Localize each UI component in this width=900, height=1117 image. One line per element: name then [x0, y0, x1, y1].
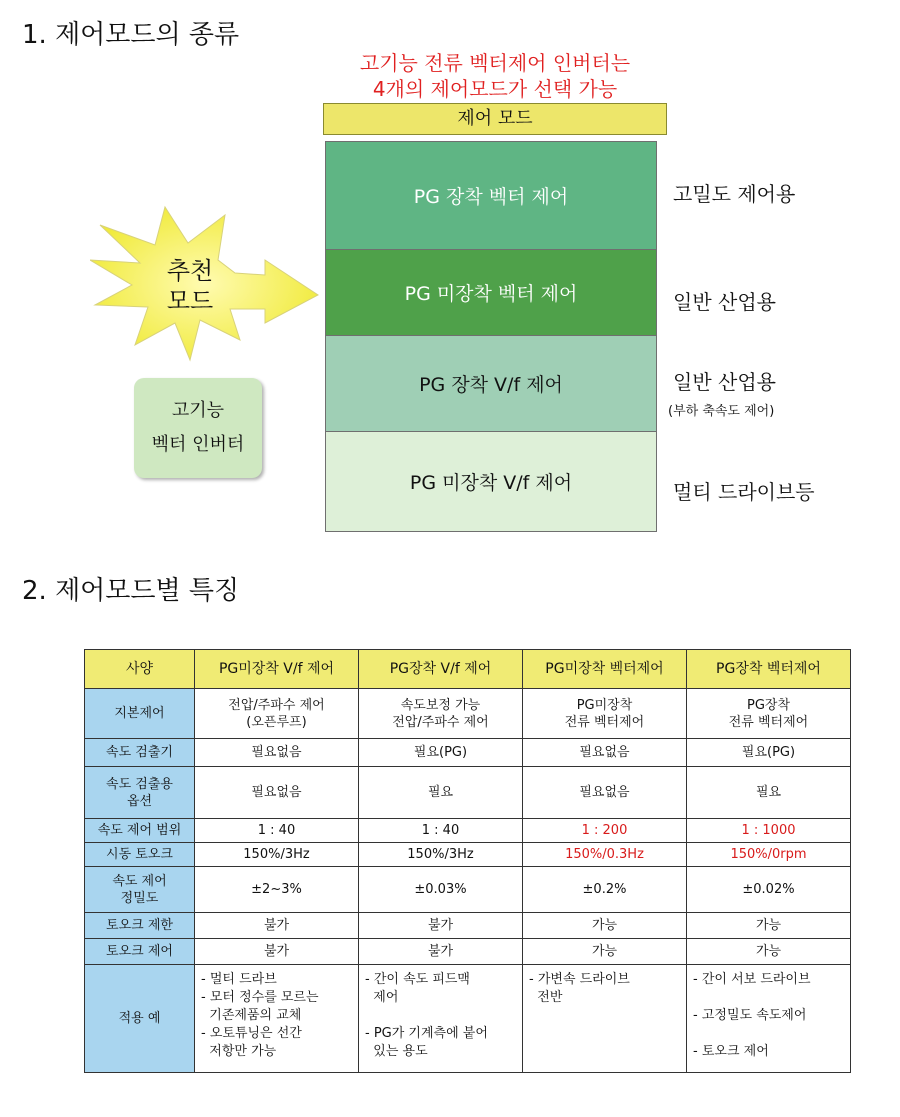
table-header-row	[85, 650, 851, 689]
mode-pg-vector: PG 장착 벡터 제어	[326, 142, 656, 250]
table-cell: 필요(PG)	[359, 739, 523, 767]
spec-table	[84, 649, 851, 1073]
table-row	[85, 843, 851, 867]
table-cell: 필요없음	[523, 739, 687, 767]
table-cell: 필요(PG)	[687, 739, 851, 767]
table-cell: - 간이 속도 피드맥 제어 - PG가 기계측에 붙어 있는 용도	[359, 965, 523, 1073]
table-cell-highlight: 1 : 1000	[687, 819, 851, 843]
recommend-label	[150, 256, 230, 316]
mode-use-3-sub: (부하 축속도 제어)	[668, 404, 775, 419]
table-cell: 불가	[195, 939, 359, 965]
recommend-line-2: 모드	[166, 287, 214, 315]
row-label: 속도 제어 정밀도	[85, 867, 195, 913]
table-cell: 필요	[687, 767, 851, 819]
table-cell: 1 : 40	[359, 819, 523, 843]
table-header-cell: PG미장착 벡터제어	[523, 650, 687, 689]
mode-nopg-vector: PG 미장착 벡터 제어	[326, 250, 656, 336]
section2-title: 2. 제어모드별 특징	[22, 576, 240, 606]
inverter-line-1: 고기능	[171, 400, 225, 421]
table-cell: 필요없음	[523, 767, 687, 819]
table-cell: - 간이 서보 드라이브 - 고정밀도 속도제어 - 토오크 제어	[687, 965, 851, 1073]
table-cell: 가능	[687, 939, 851, 965]
mode-use-2: 일반 산업용	[673, 290, 776, 314]
table-cell: 가능	[523, 913, 687, 939]
table-cell-highlight: 1 : 200	[523, 819, 687, 843]
mode-use-3: 일반 산업용	[673, 370, 776, 394]
table-cell: PG장착 전류 벡터제어	[687, 689, 851, 739]
table-cell: 150%/3Hz	[195, 843, 359, 867]
table-cell: 불가	[359, 939, 523, 965]
mode-nopg-vf: PG 미장착 V/f 제어	[326, 432, 656, 531]
inverter-box	[134, 378, 262, 478]
mode-use-4: 멀티 드라이브등	[673, 480, 815, 504]
inverter-line-2: 벡터 인버터	[151, 434, 245, 455]
table-cell: 필요없음	[195, 739, 359, 767]
table-header-cell: 사양	[85, 650, 195, 689]
recommend-line-1: 추천	[166, 257, 214, 285]
table-cell: 불가	[195, 913, 359, 939]
row-label: 속도 제어 범위	[85, 819, 195, 843]
table-cell: 필요	[359, 767, 523, 819]
table-cell: 150%/3Hz	[359, 843, 523, 867]
table-header-cell: PG미장착 V/f 제어	[195, 650, 359, 689]
table-row	[85, 739, 851, 767]
row-label: 속도 검출용 옵션	[85, 767, 195, 819]
table-row	[85, 913, 851, 939]
table-row	[85, 767, 851, 819]
row-label: 지본제어	[85, 689, 195, 739]
table-cell: ±0.03%	[359, 867, 523, 913]
table-cell: ±2~3%	[195, 867, 359, 913]
table-cell: ±0.02%	[687, 867, 851, 913]
table-cell: - 멀티 드라브 - 모터 정수를 모르는 기존제품의 교체 - 오토튜닝은 선간 저항만 가능	[195, 965, 359, 1073]
row-label: 토오크 제한	[85, 913, 195, 939]
table-row	[85, 689, 851, 739]
table-cell: 불가	[359, 913, 523, 939]
table-cell: PG미장착 전류 벡터제어	[523, 689, 687, 739]
row-label: 시동 토오크	[85, 843, 195, 867]
table-row	[85, 867, 851, 913]
section1-title: 1. 제어모드의 종류	[22, 20, 240, 50]
mode-pg-vf: PG 장착 V/f 제어	[326, 336, 656, 432]
table-row	[85, 819, 851, 843]
table-cell: 전압/주파수 제어 (오픈루프)	[195, 689, 359, 739]
table-cell: 1 : 40	[195, 819, 359, 843]
table-cell: - 가변속 드라이브 전반	[523, 965, 687, 1073]
mode-use-1: 고밀도 제어용	[673, 182, 796, 206]
table-cell: 가능	[523, 939, 687, 965]
table-cell: 속도보정 가능 전압/주파수 제어	[359, 689, 523, 739]
table-cell-highlight: 150%/0rpm	[687, 843, 851, 867]
table-header-cell: PG장착 V/f 제어	[359, 650, 523, 689]
note-line-2: 4개의 제어모드가 선택 가능	[372, 77, 618, 101]
row-label: 적용 예	[85, 965, 195, 1073]
table-header-cell: PG장착 벡터제어	[687, 650, 851, 689]
row-label: 속도 검출기	[85, 739, 195, 767]
table-row	[85, 965, 851, 1073]
table-cell: ±0.2%	[523, 867, 687, 913]
row-label: 토오크 제어	[85, 939, 195, 965]
table-cell: 필요없음	[195, 767, 359, 819]
mode-header: 제어 모드	[323, 103, 667, 135]
table-cell-highlight: 150%/0.3Hz	[523, 843, 687, 867]
note-text	[305, 50, 685, 102]
table-cell: 가능	[687, 913, 851, 939]
table-row	[85, 939, 851, 965]
mode-stack	[325, 141, 657, 532]
note-line-1: 고기능 전류 벡터제어 인버터는	[359, 51, 631, 75]
